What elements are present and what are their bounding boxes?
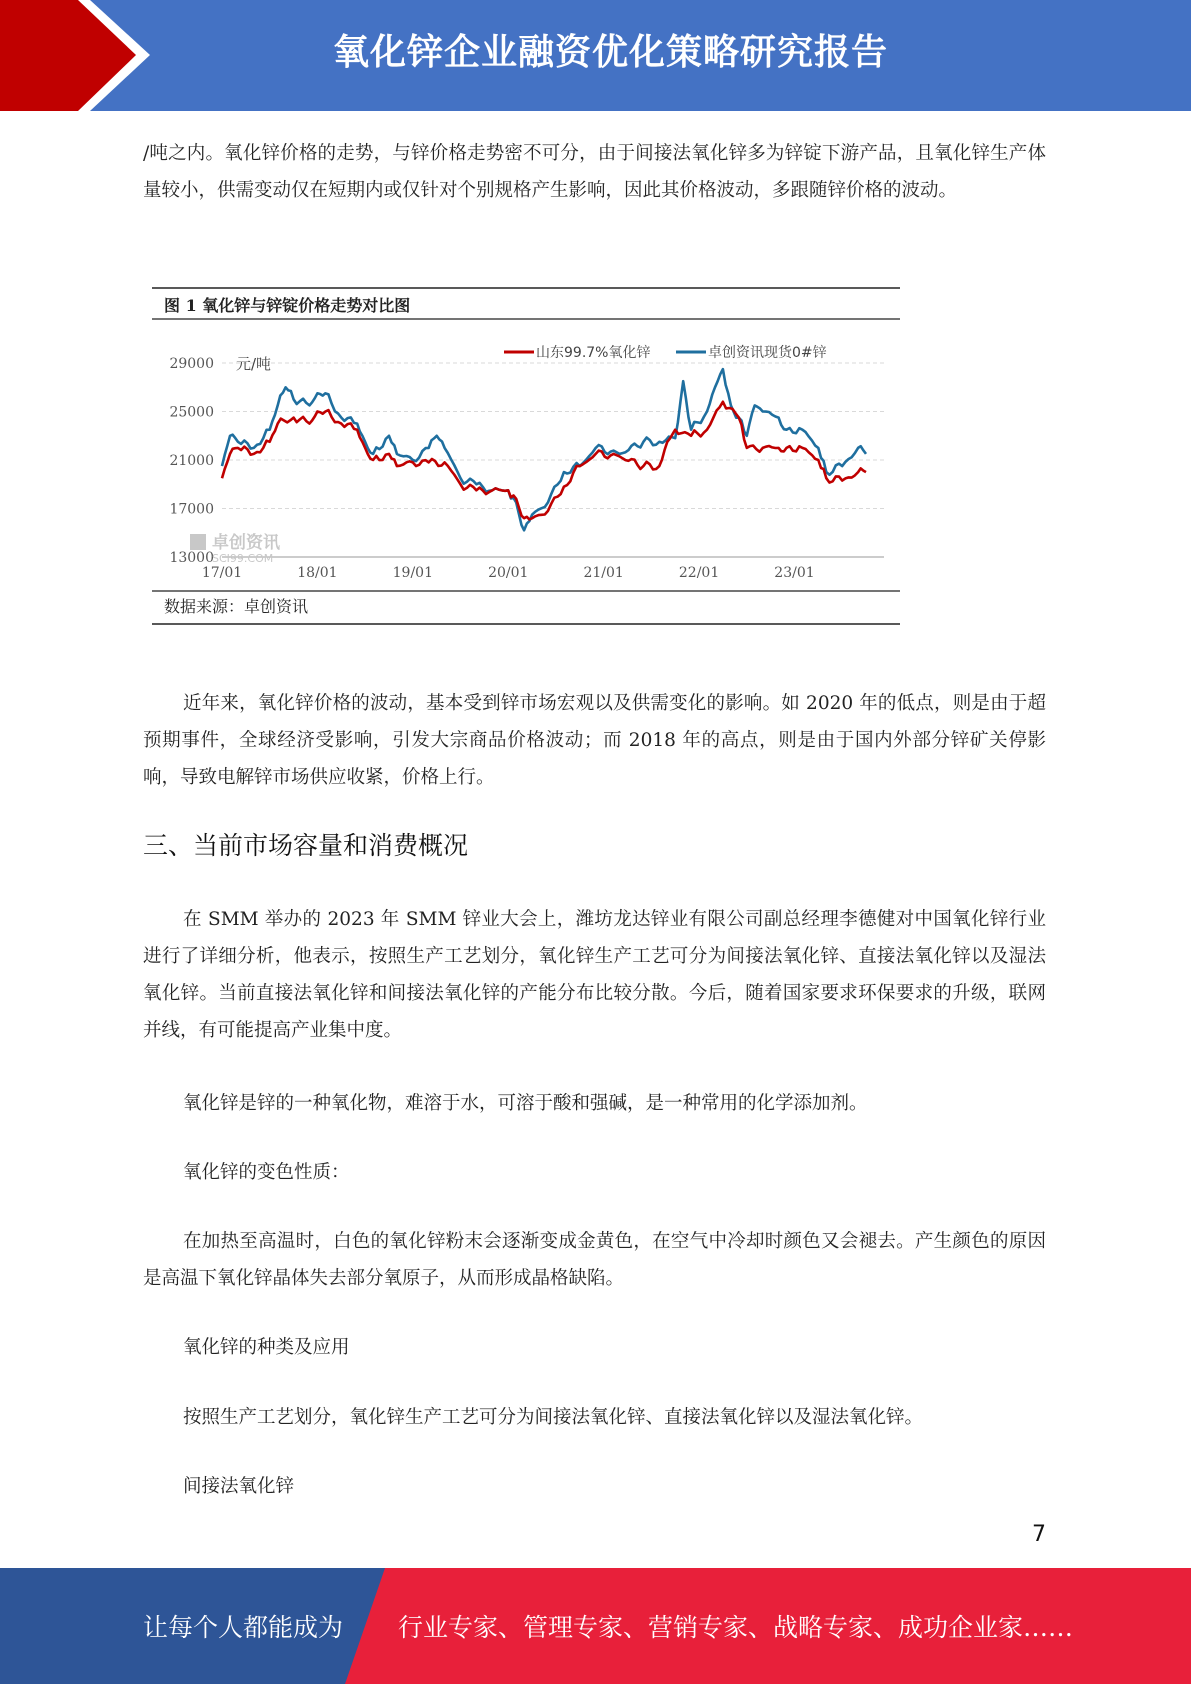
header-title: 氧化锌企业融资优化策略研究报告 <box>332 32 888 73</box>
chart-gridlines <box>222 363 884 557</box>
figure-caption: 图 1 氧化锌与锌锭价格走势对比图 <box>164 296 411 315</box>
y-tick-label: 25000 <box>169 404 214 421</box>
figure-source: 数据来源：卓创资讯 <box>164 597 309 616</box>
x-tick-label: 20/01 <box>488 565 529 581</box>
series-line <box>222 369 866 530</box>
x-tick-label: 17/01 <box>201 565 243 581</box>
y-axis-unit: 元/吨 <box>236 355 272 373</box>
x-tick-label: 21/01 <box>583 565 624 581</box>
legend-label: 卓创资讯现货0#锌 <box>708 345 827 361</box>
paragraph-price-drivers: 近年来，氧化锌价格的波动，基本受到锌市场宏观以及供需变化的影响。如 2020 年的低点，则是由于超预期事件，全球经济受影响，引发大宗商品价格波动；而 2018 年的高点，则是由于国内外部分锌矿关停影响，导致电解锌市场供应收紧，价格上行。 <box>143 693 1046 788</box>
x-tick-label: 18/01 <box>297 565 338 581</box>
paragraph-zno-definition: 氧化锌是锌的一种氧化物，难溶于水，可溶于酸和强碱，是一种常用的化学添加剂。 <box>183 1093 868 1114</box>
page-footer <box>0 1568 1191 1684</box>
intro-paragraph: /吨之内。氧化锌价格的走势，与锌价格走势密不可分，由于间接法氧化锌多为锌锭下游产品，且氧化锌生产体量较小，供需变动仅在短期内或仅针对个别规格产生影响，因此其价格波动，多跟随锌价格的波动。 <box>143 143 1046 201</box>
watermark-cn: 卓创资讯 <box>212 533 280 553</box>
y-tick-label: 21000 <box>169 453 214 469</box>
x-axis-ticks <box>202 565 815 581</box>
paragraph-color-change: 在加热至高温时，白色的氧化锌粉末会逐渐变成金黄色，在空气中冷却时颜色又会褪去。产生颜色的原因是高温下氧化锌晶体失去部分氧原子，从而形成晶格缺陷。 <box>143 1231 1046 1289</box>
x-tick-label: 23/01 <box>774 565 815 581</box>
paragraph-indirect-method: 间接法氧化锌 <box>183 1476 295 1497</box>
footer-slogan-left: 让每个人都能成为 <box>143 1613 344 1642</box>
y-tick-label: 13000 <box>169 550 214 566</box>
y-tick-label: 29000 <box>169 356 214 372</box>
watermark-en: SCI99.COM <box>212 552 274 565</box>
paragraph-color-heading: 氧化锌的变色性质： <box>183 1162 350 1183</box>
chart-legend <box>504 344 827 361</box>
series-line <box>222 402 866 520</box>
paragraph-process-classification: 按照生产工艺划分，氧化锌生产工艺可分为间接法氧化锌、直接法氧化锌以及湿法氧化锌。 <box>183 1407 924 1428</box>
page-number: 7 <box>1032 1522 1046 1547</box>
y-tick-label: 17000 <box>169 501 214 518</box>
price-trend-chart <box>152 286 900 628</box>
x-tick-label: 19/01 <box>392 565 434 581</box>
footer-slogan-right: 行业专家、管理专家、营销专家、战略专家、成功企业家…… <box>398 1613 1074 1642</box>
x-tick-label: 22/01 <box>678 565 720 581</box>
chart-series <box>222 369 866 530</box>
watermark-logo <box>190 534 206 550</box>
legend-label: 山东99.7%氧化锌 <box>536 345 651 361</box>
paragraph-smm-conference: 在 SMM 举办的 2023 年 SMM 锌业大会上，潍坊龙达锌业有限公司副总经理李德健对中国氧化锌行业进行了详细分析，他表示，按照生产工艺划分，氧化锌生产工艺可分为间接法氧化锌、直接法氧化锌以及湿法氧化锌。当前直接法氧化锌和间接法氧化锌的产能分布比较分散。今后，随着国家要求环保要求的升级，联网并线，有可能提高产业集中度。 <box>143 909 1046 1041</box>
paragraph-types-heading: 氧化锌的种类及应用 <box>183 1337 350 1358</box>
section-title: 三、当前市场容量和消费概况 <box>143 831 469 860</box>
page-header <box>0 0 1191 111</box>
